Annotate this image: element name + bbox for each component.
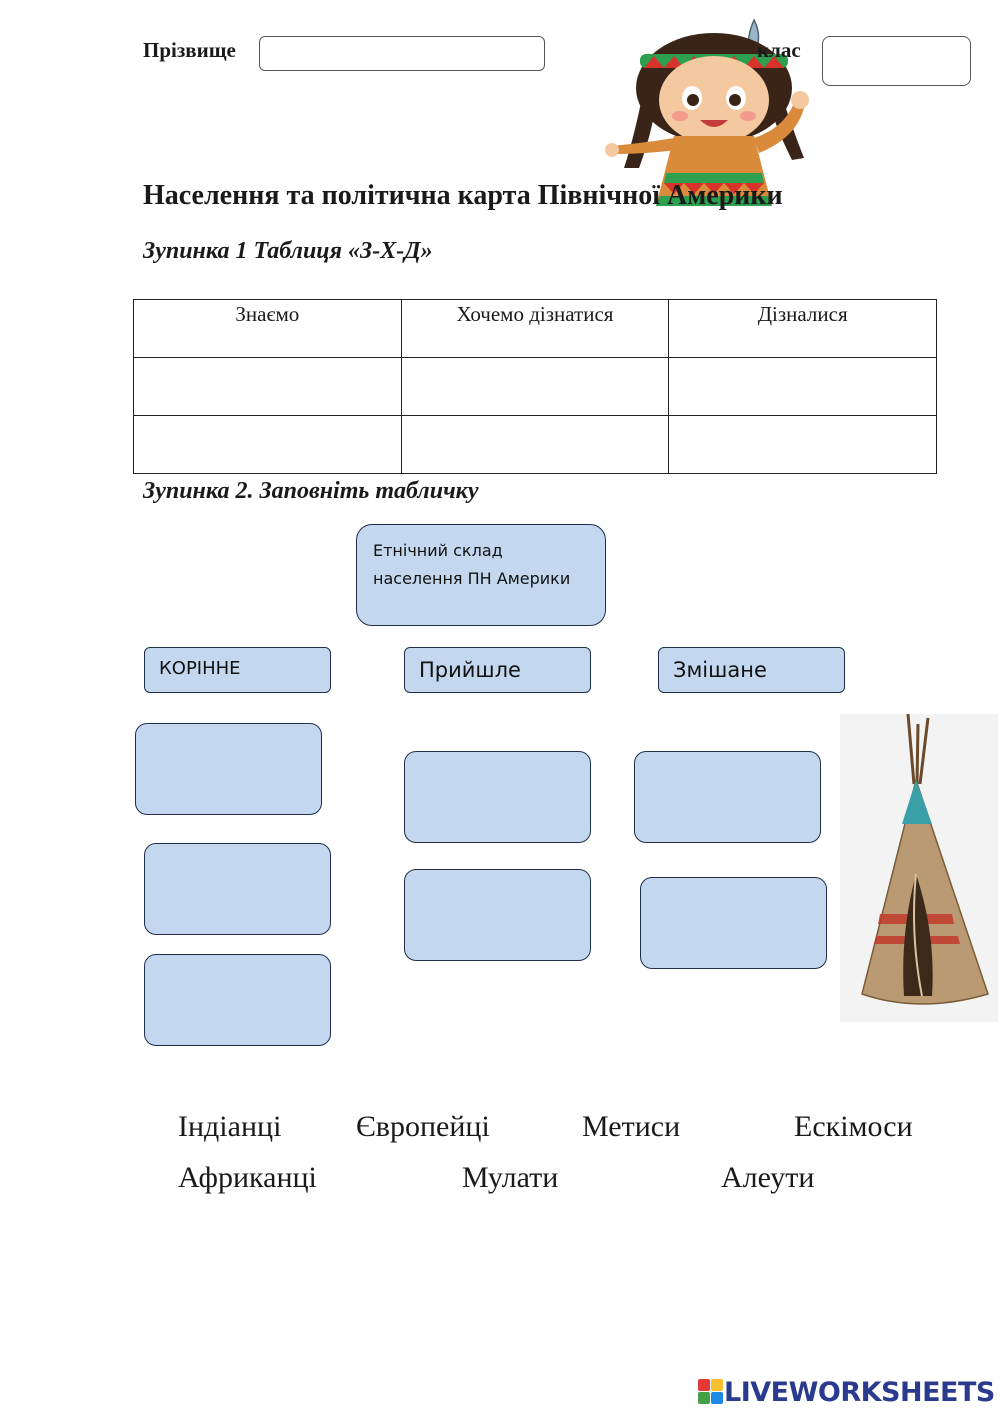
answer-box-mixed-1[interactable]	[634, 751, 821, 843]
ethnic-composition-box	[356, 524, 606, 626]
root-box-line-1: Етнічний склад	[373, 541, 503, 560]
surname-label: Прізвище	[143, 38, 236, 62]
category-box-mixed	[658, 647, 845, 693]
liveworksheets-logo-icon	[698, 1379, 724, 1405]
answer-box-immigrant-1[interactable]	[404, 751, 591, 843]
table-cell[interactable]	[401, 358, 669, 416]
surname-field[interactable]	[259, 36, 545, 71]
column-header-learned: Дізналися	[669, 300, 937, 358]
word-bank-item[interactable]: Європейці	[356, 1110, 490, 1143]
page-title: Населення та політична карта Північної Америки	[143, 180, 783, 211]
class-label: клас	[757, 38, 801, 62]
table-cell[interactable]	[669, 358, 937, 416]
category-box-immigrant	[404, 647, 591, 693]
answer-box-native-1[interactable]	[135, 723, 322, 815]
table-cell[interactable]	[134, 416, 402, 474]
word-bank-item[interactable]: Індіанці	[178, 1110, 282, 1143]
logo-text: LIVEWORKSHEETS	[724, 1376, 995, 1408]
table-cell[interactable]	[134, 358, 402, 416]
stop1-heading: Зупинка 1 Таблиця «З-Х-Д»	[143, 238, 433, 264]
category-label-mixed: Змішане	[673, 658, 767, 682]
liveworksheets-logo	[698, 1378, 995, 1406]
word-bank-item[interactable]: Мулати	[462, 1161, 559, 1194]
column-header-know: Знаємо	[134, 300, 402, 358]
column-header-want: Хочемо дізнатися	[401, 300, 669, 358]
class-field[interactable]	[822, 36, 971, 86]
category-label-immigrant: Прийшле	[419, 658, 521, 682]
answer-box-native-3[interactable]	[144, 954, 331, 1046]
word-bank-item[interactable]: Алеути	[721, 1161, 815, 1194]
teepee-illustration	[840, 714, 998, 1022]
root-box-line-2: населення ПН Америки	[373, 569, 571, 588]
answer-box-mixed-2[interactable]	[640, 877, 827, 969]
answer-box-native-2[interactable]	[144, 843, 331, 935]
answer-box-immigrant-2[interactable]	[404, 869, 591, 961]
category-label-native: КОРІННЕ	[159, 658, 241, 679]
stop2-heading: Зупинка 2. Заповніть табличку	[143, 478, 479, 504]
table-cell[interactable]	[401, 416, 669, 474]
zxd-table	[133, 299, 937, 474]
word-bank-item[interactable]: Африканці	[178, 1161, 317, 1194]
category-box-native	[144, 647, 331, 693]
table-cell[interactable]	[669, 416, 937, 474]
word-bank-item[interactable]: Ескімоси	[794, 1110, 913, 1143]
word-bank-item[interactable]: Метиси	[582, 1110, 681, 1143]
